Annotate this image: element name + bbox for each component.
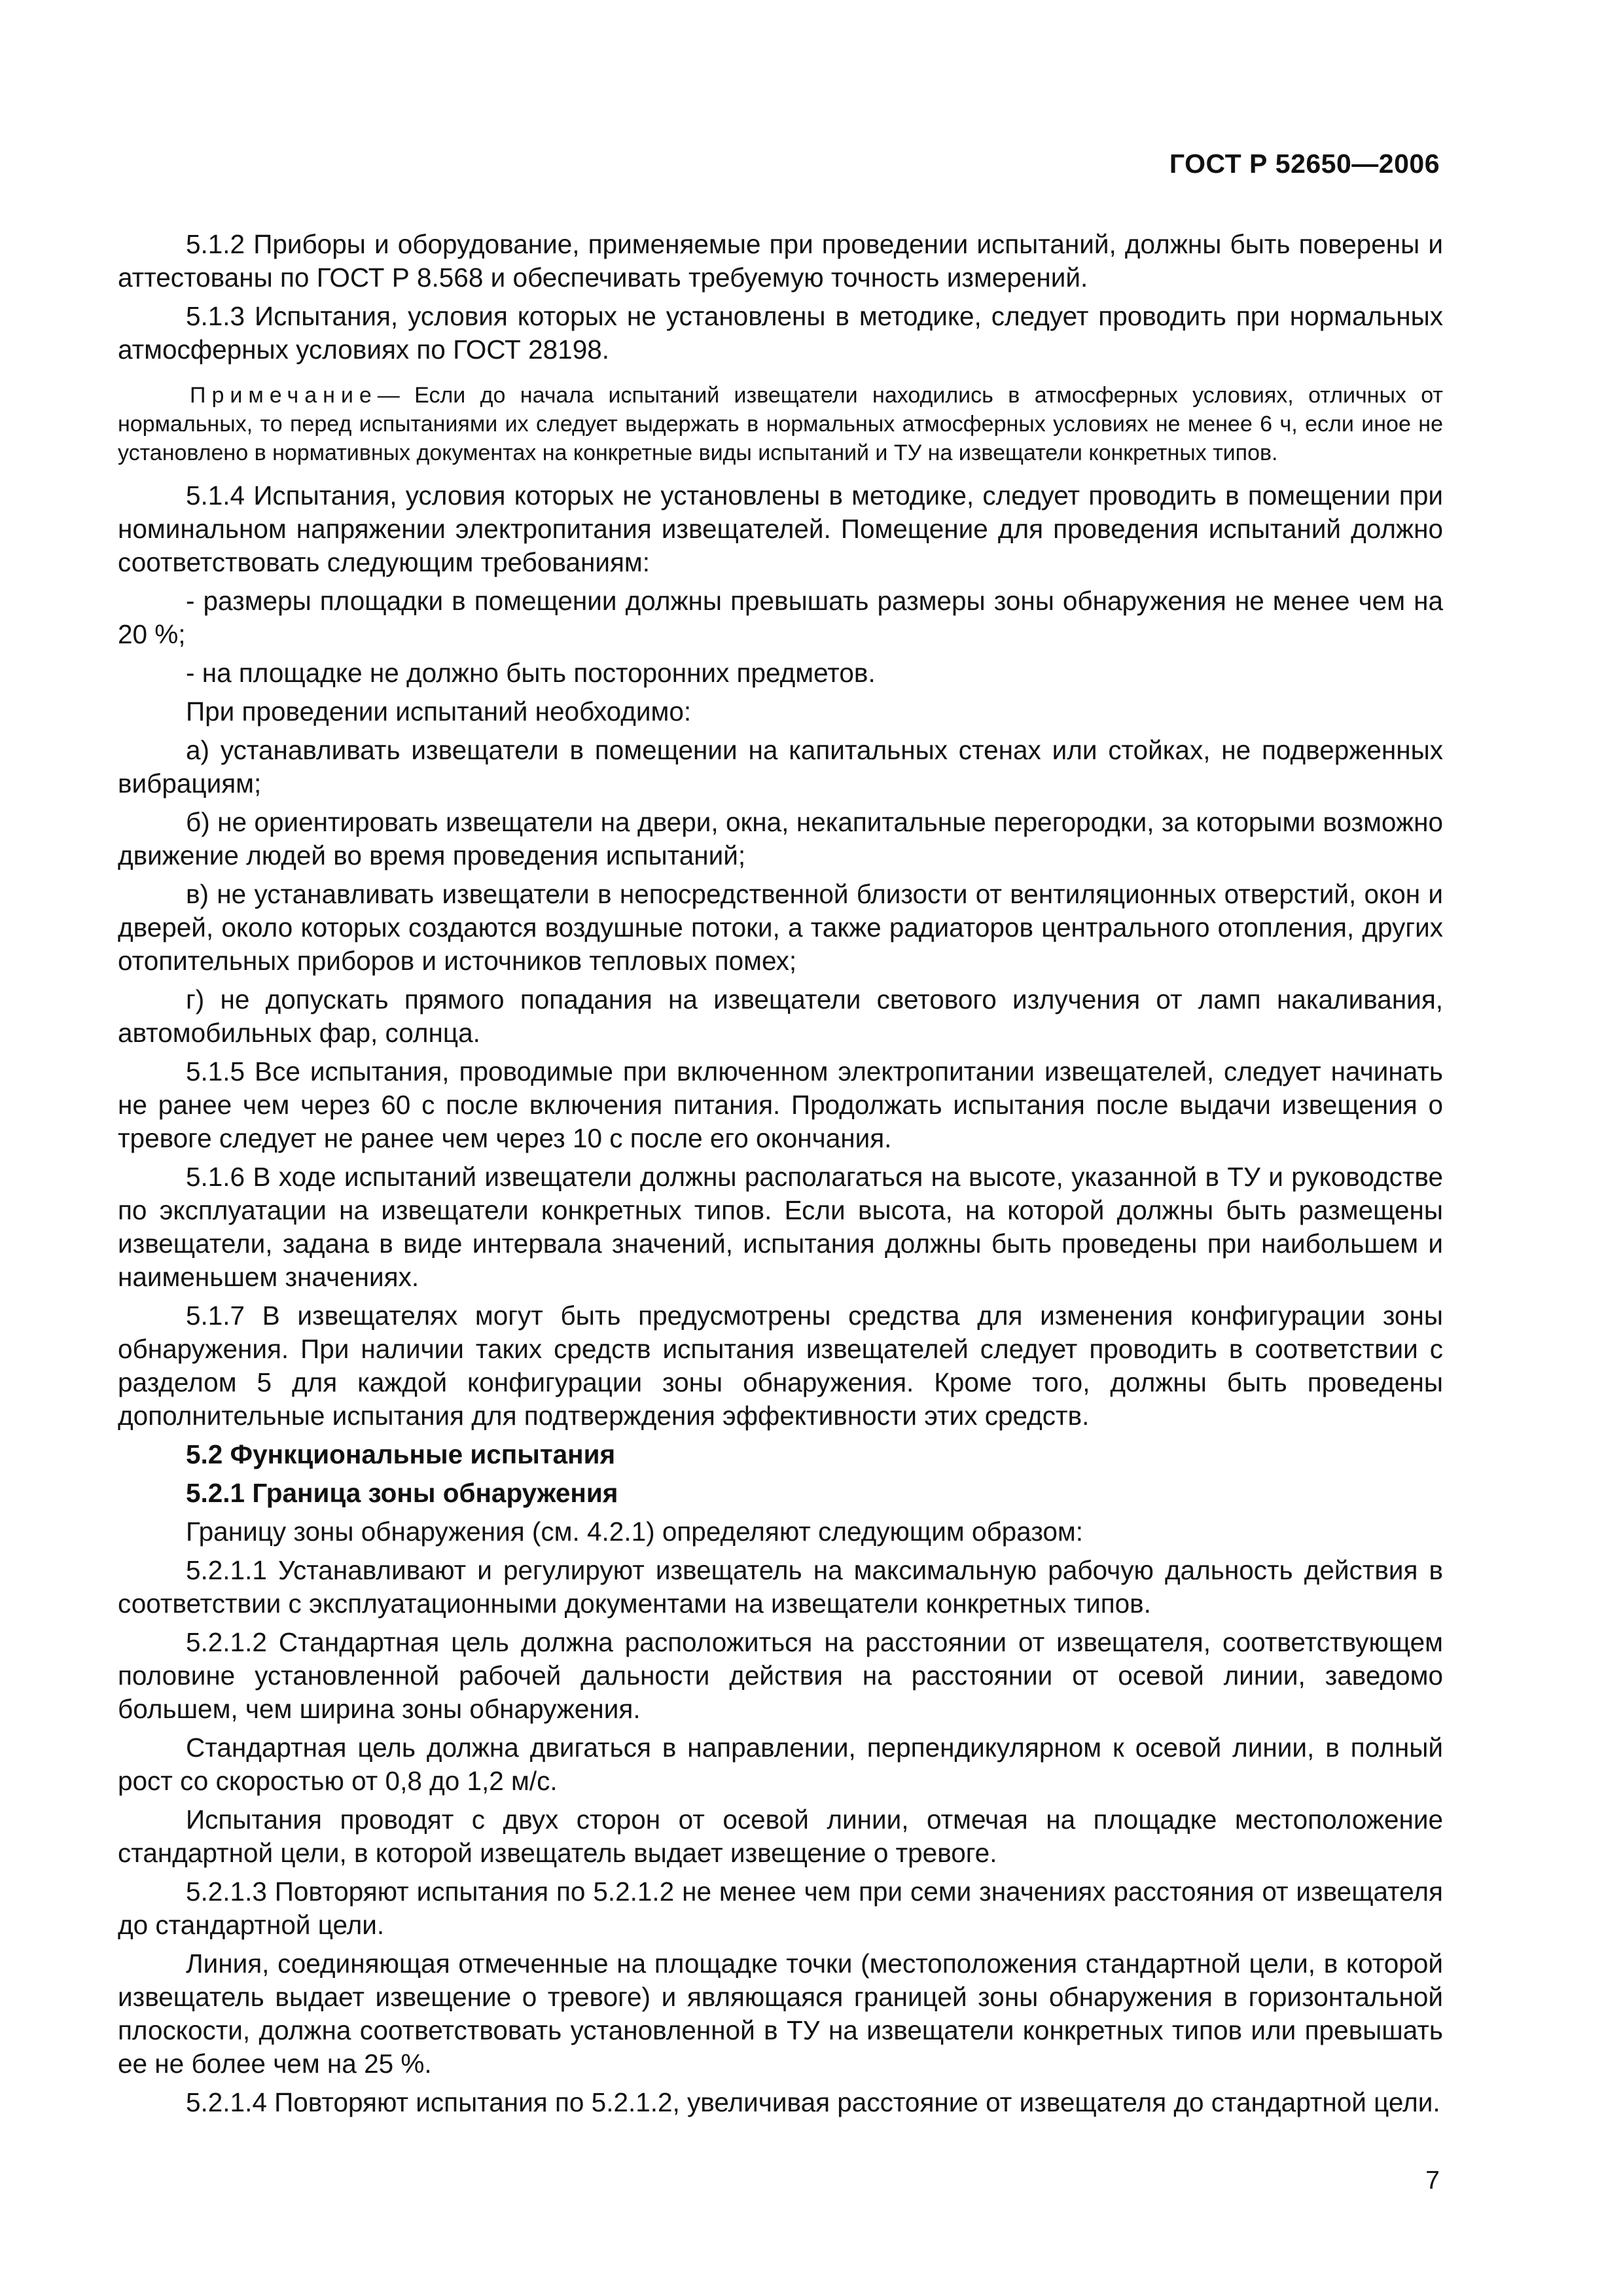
paragraph-requirements-intro: При проведении испытаний необходимо: <box>186 696 692 726</box>
paragraph-5-1-4: 5.1.4 Испытания, условия которых не установлены в методике, следует проводить в помещении при номинальном напряжении электропитания извещателей. Помещение для проведения испытаний должно соответствовать следующим требованиям: <box>118 480 1443 577</box>
paragraph-5-1-2: 5.1.2 Приборы и оборудование, применяемые при проведении испытаний, должны быть поверены и аттестованы по ГОСТ Р 8.568 и обеспечивать требуемую точность измерений. <box>118 229 1443 293</box>
heading-5-2: 5.2 Функциональные испытания <box>186 1439 616 1469</box>
document-body <box>118 228 1443 2125</box>
paragraph-5-2-1-2: 5.2.1.2 Стандартная цель должна расположиться на расстоянии от извещателя, соответствующем половине установленной рабочей дальности действия на расстоянии от осевой линии, заведомо большем, чем ширина зоны обнаружения. <box>118 1627 1443 1724</box>
paragraph-5-2-1-4: 5.2.1.4 Повторяют испытания по 5.2.1.2, увеличивая расстояние от извещателя до стандартной цели. <box>186 2087 1440 2117</box>
paragraph-5-2-1-1: 5.2.1.1 Устанавливают и регулируют извещатель на максимальную рабочую дальность действия в соответствии с эксплуатационными документами на извещатели конкретных типов. <box>118 1555 1443 1619</box>
list-item-a: а) устанавливать извещатели в помещении на капитальных стенах или стойках, не подверженных вибрациям; <box>118 735 1443 798</box>
paragraph-5-2-1-intro: Границу зоны обнаружения (см. 4.2.1) определяют следующим образом: <box>186 1516 1083 1547</box>
page-number: 7 <box>1425 2166 1440 2195</box>
paragraph-two-sides: Испытания проводят с двух сторон от осевой линии, отмечая на площадке местоположение стандартной цели, в которой извещатель выдает извещение о тревоге. <box>118 1804 1443 1868</box>
list-item-b: б) не ориентировать извещатели на двери, окна, некапитальные перегородки, за которыми возможно движение людей во время проведения испытаний; <box>118 807 1443 870</box>
note-label: Примечание <box>190 383 378 408</box>
paragraph-5-1-6: 5.1.6 В ходе испытаний извещатели должны располагаться на высоте, указанной в ТУ и руководстве по эксплуатации на извещатели конкретных типов. Если высота, на которой должны быть размещены извещатели, задана в виде интервала значений, испытания должны быть проведены при наибольшем и наименьшем значениях. <box>118 1162 1443 1292</box>
heading-5-2-1: 5.2.1 Граница зоны обнаружения <box>186 1478 618 1508</box>
paragraph-5-1-3: 5.1.3 Испытания, условия которых не установлены в методике, следует проводить при нормальных атмосферных условиях по ГОСТ 28198. <box>118 301 1443 365</box>
paragraph-5-1-7: 5.1.7 В извещателях могут быть предусмотрены средства для изменения конфигурации зоны обнаружения. При наличии таких средств испытания извещателей следует проводить в соответствии с разделом 5 для каждой конфигурации зоны обнаружения. Кроме того, должны быть проведены дополнительные испытания для подтверждения эффективности этих средств. <box>118 1300 1443 1431</box>
note-text: — Если до начала испытаний извещатели находились в атмосферных условиях, отличных от нормальных, то перед испытаниями их следует выдержать в нормальных атмосферных условиях не менее 6 ч, если иное не установлено в нормативных документах на конкретные виды испытаний и ТУ на извещатели конкретных типов. <box>118 383 1443 465</box>
paragraph-target-movement: Стандартная цель должна двигаться в направлении, перпендикулярном к осевой линии, в полный рост со скоростью от 0,8 до 1,2 м/с. <box>118 1732 1443 1796</box>
paragraph-5-2-1-3: 5.2.1.3 Повторяют испытания по 5.2.1.2 не менее чем при семи значениях расстояния от извещателя до стандартной цели. <box>118 1876 1443 1940</box>
paragraph-boundary-line: Линия, соединяющая отмеченные на площадке точки (местоположения стандартной цели, в которой извещатель выдает извещение о тревоге) и являющаяся границей зоны обнаружения в горизонтальной плоскости, должна соответствовать установленной в ТУ на извещатели конкретных типов или превышать ее не более чем на 25 %. <box>118 1948 1443 2079</box>
note-block <box>118 381 1443 467</box>
document-code-header: ГОСТ Р 52650—2006 <box>1169 149 1440 179</box>
list-item-no-objects: - на площадке не должно быть посторонних предметов. <box>186 658 876 688</box>
list-item-g: г) не допускать прямого попадания на извещатели светового излучения от ламп накаливания, автомобильных фар, солнца. <box>118 984 1443 1048</box>
paragraph-5-1-5: 5.1.5 Все испытания, проводимые при включенном электропитании извещателей, следует начинать не ранее чем через 60 с после включения питания. Продолжать испытания после выдачи извещения о тревоге следует не ранее чем через 10 с после его окончания. <box>118 1056 1443 1153</box>
list-item-area-size: - размеры площадки в помещении должны превышать размеры зоны обнаружения не менее чем на 20 %; <box>118 586 1443 649</box>
list-item-v: в) не устанавливать извещатели в непосредственной близости от вентиляционных отверстий, окон и дверей, около которых создаются воздушные потоки, а также радиаторов центрального отопления, других отопительных приборов и источников тепловых помех; <box>118 879 1443 976</box>
